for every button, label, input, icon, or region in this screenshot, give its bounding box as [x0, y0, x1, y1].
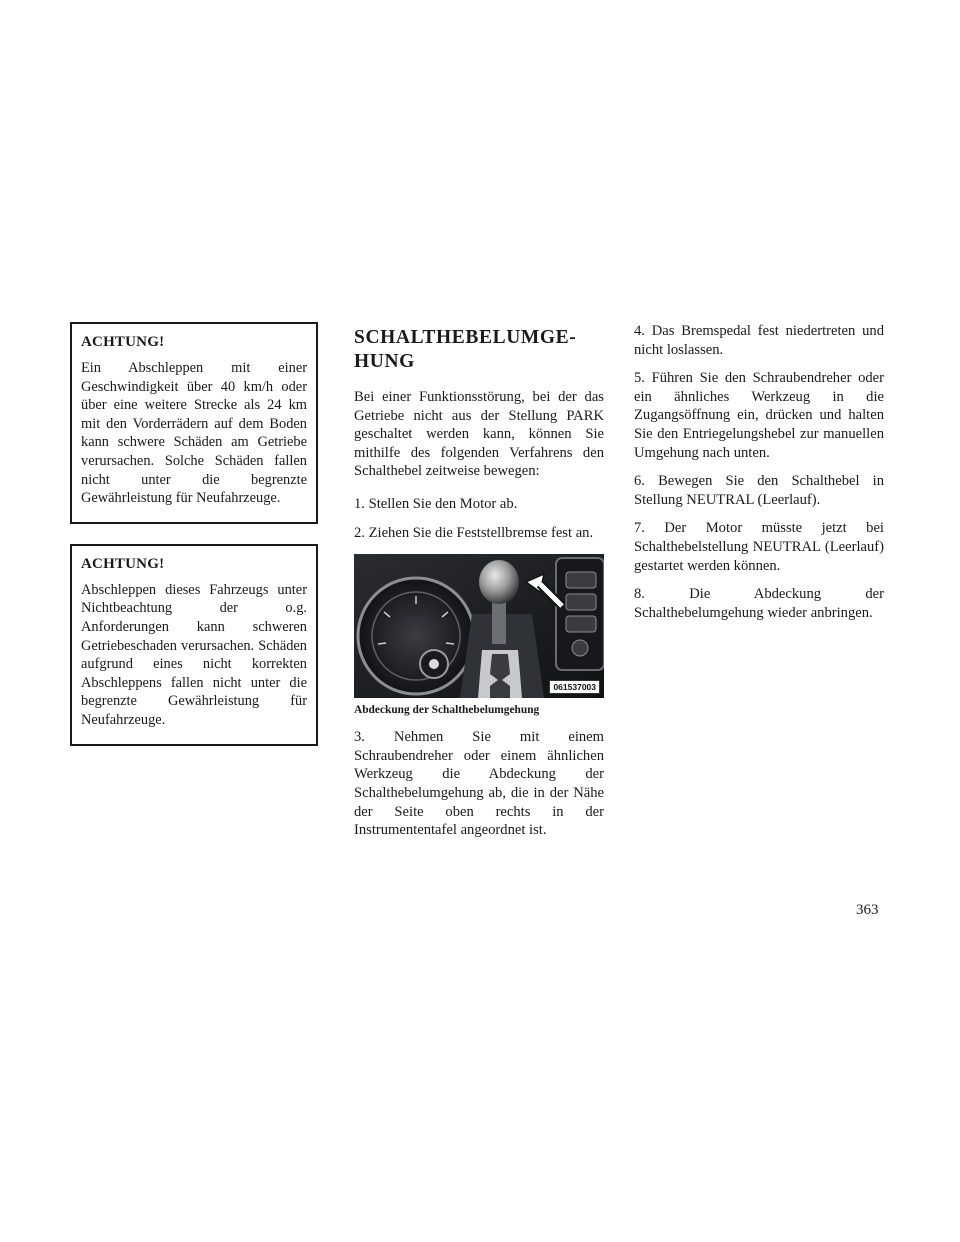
- warning-title: ACHTUNG!: [81, 555, 165, 572]
- warning-text: Abschleppen dieses Fahrzeugs unter Nichtbeachtung der o.g. Anforderungen kann schweren Getriebeschaden verursachen. Schäden aufgrund eines nicht korrekten Abschleppens fallen nicht unter die begrenzte Gewährleistung für Neufahrzeuge.: [81, 581, 307, 728]
- steps-column: [634, 322, 884, 632]
- section-title-text: SCHALTHEBELUMGE-HUNG: [354, 327, 577, 372]
- step-5: 5. Führen Sie den Schraubendreher oder ein ähnliches Werkzeug in die Zugangsöffnung ein, drücken und halten Sie den Entriegelungshebel zur manuellen Umgehung nach unten.: [634, 370, 884, 461]
- step-3: 3. Nehmen Sie mit einem Schraubendreher oder einem ähnlichen Werkzeug die Abdeckung der Schalthebelumgehung ab, die in der Nähe der Seite oben rechts in der Instrumententafel angeordnet ist.: [354, 729, 604, 839]
- figure-caption: Abdeckung der Schalthebelumgehung: [354, 704, 540, 717]
- step-7: 7. Der Motor müsste jetzt bei Schalthebelstellung NEUTRAL (Leerlauf) gestartet werden können.: [634, 520, 884, 574]
- shift-interlock-figure: [354, 554, 604, 698]
- dashboard-photo: [354, 554, 604, 698]
- section-column: [354, 322, 604, 850]
- step-6: 6. Bewegen Sie den Schalthebel in Stellung NEUTRAL (Leerlauf).: [634, 473, 884, 508]
- step-2: 2. Ziehen Sie die Feststellbremse fest an.: [354, 524, 594, 541]
- step-4: 4. Das Bremspedal fest niedertreten und nicht loslassen.: [634, 323, 884, 358]
- warning-box-requirements: [70, 544, 318, 746]
- warning-text: Ein Abschleppen mit einer Geschwindigkeit über 40 km/h oder über eine weitere Strecke als 24 km mit den Vorderrädern auf dem Boden kann schwere Schäden am Getriebe verursachen. Solche Schäden fallen nicht unter die begrenzte Gewährleistung für Neufahrzeuge.: [81, 360, 307, 507]
- step-1: 1. Stellen Sie den Motor ab.: [354, 495, 518, 512]
- section-intro: Bei einer Funktionsstörung, bei der das Getriebe nicht aus der Stellung PARK geschaltet werden kann, können Sie mithilfe des folgenden Verfahrens den Schalthebel zeitweise bewegen:: [354, 389, 604, 480]
- warning-box-speed: [70, 322, 318, 524]
- figure-code: 061537003: [549, 680, 600, 694]
- warning-title: ACHTUNG!: [81, 334, 165, 350]
- step-8: 8. Die Abdeckung der Schalthebelumgehung wieder anbringen.: [634, 586, 884, 621]
- section-title: [354, 326, 604, 374]
- warnings-column: [70, 322, 318, 766]
- page-number: 363: [856, 902, 879, 918]
